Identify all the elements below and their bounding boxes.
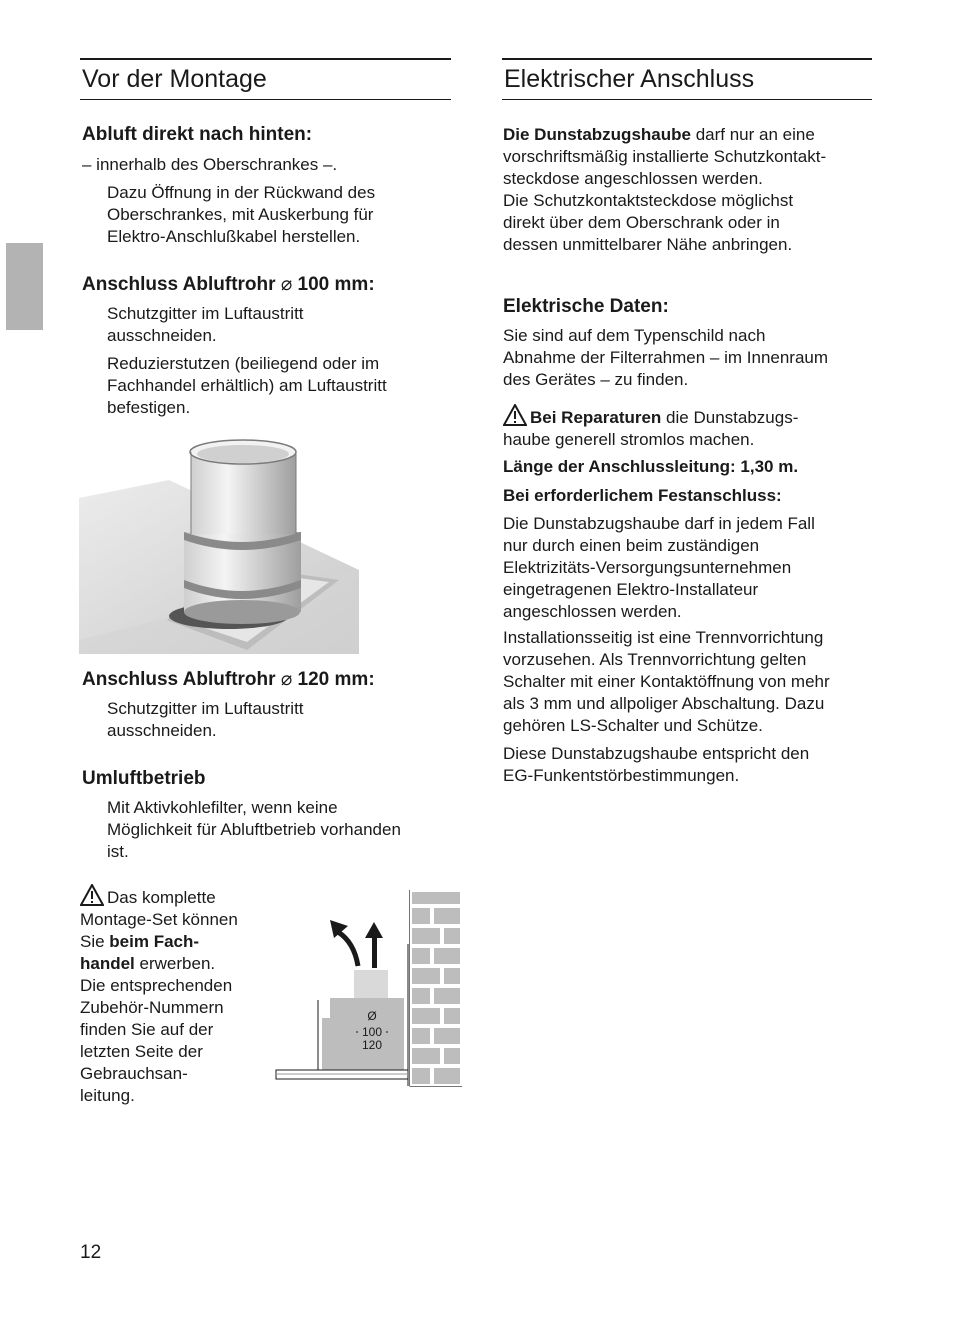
text: darf nur an eine xyxy=(690,125,815,144)
abluftrohr-120-text xyxy=(107,698,304,742)
text-line: ist. xyxy=(107,842,129,861)
text-line: Schalter mit einer Kontaktöffnung von mehr xyxy=(503,672,830,691)
text-line: eingetragenen Elektro-Installateur xyxy=(503,580,759,599)
text-line: Mit Aktivkohlefilter, wenn keine xyxy=(107,798,338,817)
text-line: Schutzgitter im Luftaustritt xyxy=(107,304,304,323)
text-line: nur durch einen beim zuständigen xyxy=(503,536,760,555)
festanschluss-heading: Bei erforderlichem Festanschluss: xyxy=(503,486,782,505)
diameter-symbol: ⌀ xyxy=(280,274,293,295)
heading-value: 100 mm: xyxy=(297,274,375,295)
text-line: letzten Seite der xyxy=(80,1042,203,1061)
elektrische-daten-text xyxy=(503,325,828,391)
text-line: ausschneiden. xyxy=(107,326,217,345)
note-bold: beim Fach- xyxy=(109,932,200,951)
text-line xyxy=(80,884,270,909)
text-line xyxy=(503,124,826,146)
abluftrohr-100-text2 xyxy=(107,353,387,419)
text-line: als 3 mm und allpoliger Abschaltung. Dazu xyxy=(503,694,825,713)
text-line: Elektrizitäts-Versorgungsunternehmen xyxy=(503,558,792,577)
left-column xyxy=(80,58,451,1105)
anschluss-intro xyxy=(503,124,826,256)
text-line: direkt über dem Oberschrank oder in xyxy=(503,213,780,232)
section-title-anschluss: Elektrischer Anschluss xyxy=(502,58,872,100)
abluftrohr-100-text1 xyxy=(107,303,304,347)
reducer-illustration xyxy=(79,430,359,654)
diameter-label: Ø xyxy=(367,1009,377,1023)
section-title-montage: Vor der Montage xyxy=(80,58,451,100)
text-line: finden Sie auf der xyxy=(80,1020,214,1039)
bold-text: Die Dunstabzugshaube xyxy=(503,125,691,144)
bold-text: Bei Reparaturen xyxy=(530,408,662,427)
installation-diagram xyxy=(272,890,462,1090)
heading-abluft-hinten: Abluft direkt nach hinten: xyxy=(82,124,313,145)
heading-abluftrohr-120 xyxy=(82,668,375,691)
text-line: Die Dunstabzugshaube darf in jedem Fall xyxy=(503,514,815,533)
page-number: 12 xyxy=(80,1242,102,1263)
text-line: Oberschrankes, mit Auskerbung für xyxy=(107,205,374,224)
festanschluss-text xyxy=(503,513,815,623)
montage-set-note xyxy=(80,884,270,1107)
note-text: Sie xyxy=(80,932,110,951)
text-line: Möglichkeit für Abluftbetrieb vorhanden xyxy=(107,820,401,839)
heading-text: Anschluss Abluftrohr xyxy=(82,669,276,690)
text-line xyxy=(80,953,270,975)
diameter-symbol: ⌀ xyxy=(280,669,293,690)
right-column xyxy=(502,58,872,785)
text-line: vorzusehen. Als Trennvorrichtung gelten xyxy=(503,650,807,669)
note-text: Das komplette xyxy=(107,888,216,907)
chapter-tab xyxy=(6,243,43,330)
text-line: Abnahme der Filterrahmen – im Innenraum xyxy=(503,348,829,367)
heading-elektrische-daten: Elektrische Daten: xyxy=(503,296,669,317)
text-line: Fachhandel erhältlich) am Luftaustritt xyxy=(107,376,387,395)
text-line: Die Schutzkontaktsteckdose möglichst xyxy=(503,191,794,210)
diameter-value-100: 100 xyxy=(361,1025,383,1039)
text: die Dunstabzugs- xyxy=(661,408,799,427)
text-line: angeschlossen werden. xyxy=(503,602,682,621)
text-line: Reduzierstutzen (beiliegend oder im xyxy=(107,354,380,373)
heading-abluftrohr-100 xyxy=(82,273,375,296)
text-line: vorschriftsmäßig installierte Schutzkontakt- xyxy=(503,147,827,166)
heading-text: Anschluss Abluftrohr xyxy=(82,274,276,295)
text-line: ausschneiden. xyxy=(107,721,217,740)
anschlussleitung-laenge: Länge der Anschlussleitung: 1,30 m. xyxy=(503,457,799,476)
text-line: befestigen. xyxy=(107,398,191,417)
text-line: Schutzgitter im Luftaustritt xyxy=(107,699,304,718)
text-line: Elektro-Anschlußkabel herstellen. xyxy=(107,227,361,246)
text-line: Gebrauchsan- xyxy=(80,1064,188,1083)
text-line: gehören LS-Schalter und Schütze. xyxy=(503,716,763,735)
umluftbetrieb-text xyxy=(107,797,401,863)
text-line: haube generell stromlos machen. xyxy=(503,430,755,449)
heading-value: 120 mm: xyxy=(297,669,375,690)
heading-umluftbetrieb: Umluftbetrieb xyxy=(82,768,206,789)
text-line: Sie sind auf dem Typenschild nach xyxy=(503,326,766,345)
text-line: dessen unmittelbarer Nähe anbringen. xyxy=(503,235,793,254)
text-line: leitung. xyxy=(80,1086,135,1105)
warning-icon xyxy=(503,404,527,426)
text-line: Zubehör-Nummern xyxy=(80,998,224,1017)
reparatur-note xyxy=(503,404,798,451)
text-line xyxy=(80,931,270,953)
text-line xyxy=(503,404,798,429)
abluft-hinten-text xyxy=(107,182,375,248)
text-line: Dazu Öffnung in der Rückwand des xyxy=(107,183,376,202)
note-text: erwerben. xyxy=(134,954,216,973)
diameter-value-120: 120 xyxy=(361,1038,383,1052)
text-line: Montage-Set können xyxy=(80,910,238,929)
text-line: des Gerätes – zu finden. xyxy=(503,370,689,389)
text-line: Installationsseitig ist eine Trennvorrichtung xyxy=(503,628,824,647)
text-line: Diese Dunstabzugshaube entspricht den xyxy=(503,744,810,763)
text-line: steckdose angeschlossen werden. xyxy=(503,169,763,188)
warning-icon xyxy=(80,884,104,906)
abluft-hinten-subline: – innerhalb des Oberschrankes –. xyxy=(82,155,338,174)
note-bold: handel xyxy=(80,954,135,973)
text-line: Die entsprechenden xyxy=(80,976,233,995)
text-line: EG-Funkentstörbestimmungen. xyxy=(503,766,740,785)
eg-funkentstoer-text xyxy=(503,743,809,787)
trennvorrichtung-text xyxy=(503,627,830,737)
